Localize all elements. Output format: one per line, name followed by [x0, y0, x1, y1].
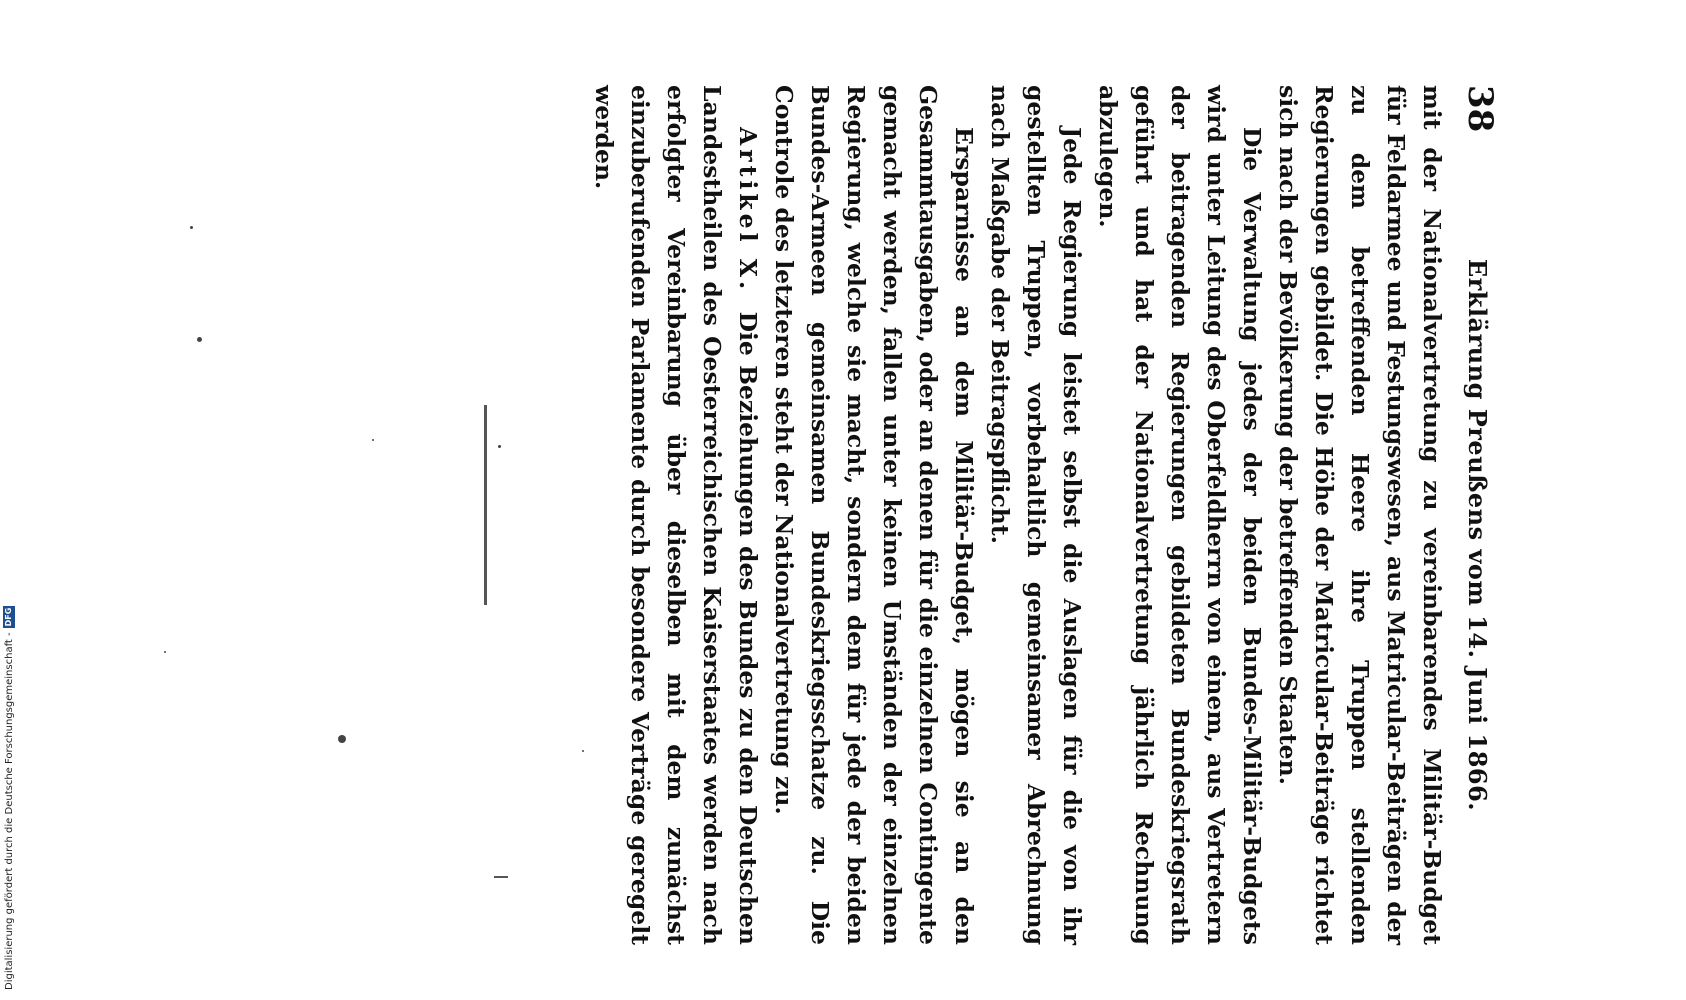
page-number: 38	[1460, 85, 1500, 133]
paragraph-2: Die Verwaltung jedes der beiden Bundes-Militär-Budgets wird unter Leitung des Oberfeldherrn von einem, aus Vertretern der beitragenden Regierungen gebildeten Bundeskriegsrath geführt und hat der Nationalvertretung jährlich Rechnung abzulegen.	[1094, 85, 1266, 945]
scan-speck	[164, 651, 166, 653]
scan-speck	[338, 735, 346, 743]
attribution-strip	[2, 607, 16, 990]
scan-dash-mark	[494, 876, 508, 878]
paragraph-1: mit der Nationalvertretung zu vereinbarendes Militär-Budget für Feldarmee und Festungswesen, aus Matricular-Beiträgen der zu dem betreffenden Heere ihre Truppen stellenden Regierungen gebildet. Die Höhe der Matricular-Beiträge richtet sich nach der Bevölkerung der betreffenden Staaten.	[1274, 85, 1446, 945]
scan-speck	[190, 226, 193, 229]
paragraph-3: Jede Regierung leistet selbst die Auslagen für die von ihr gestellten Truppen, vorbehaltlich gemeinsamer Abrechnung nach Maßgabe der Beitragspflicht.	[986, 85, 1086, 945]
article-10-text: Die Beziehungen des Bundes zu den Deutschen Landestheilen des Oesterreichischen Kaiserstaates werden nach erfolgter Vereinbarung über dieselben mit dem zunächst einzuberufenden Parlamente durch besondere Verträge geregelt werden.	[590, 85, 762, 945]
scan-speck	[582, 750, 584, 752]
article-10	[586, 85, 766, 945]
scan-speck	[498, 445, 501, 448]
scan-speck	[372, 439, 374, 441]
scan-rule-mark	[484, 405, 487, 605]
paragraph-4: Ersparnisse an dem Militär-Budget, mögen sie an den Gesammtausgaben, oder an denen für die einzelnen Contingente gemacht werden, fallen unter keinen Umständen der einzelnen Regierung, welche sie macht, sondern dem für jede der beiden Bundes-Armeen gemeinsamen Bundeskriegsschatze zu. Die Controle des letzteren steht der Nationalvertretung zu.	[770, 85, 978, 945]
body-text	[586, 85, 1450, 945]
attribution-text: Digitalisierung gefördert durch die Deutsche Forschungsgemeinschaft -	[3, 632, 15, 990]
page-header	[1456, 85, 1500, 945]
dfg-logo-icon: DFG	[4, 607, 13, 627]
document-page	[590, 85, 1500, 945]
article-heading: Artikel X.	[734, 127, 762, 294]
scan-speck	[197, 337, 202, 342]
running-head: Erklärung Preußens vom 14. Juni 1866.	[1463, 258, 1492, 812]
